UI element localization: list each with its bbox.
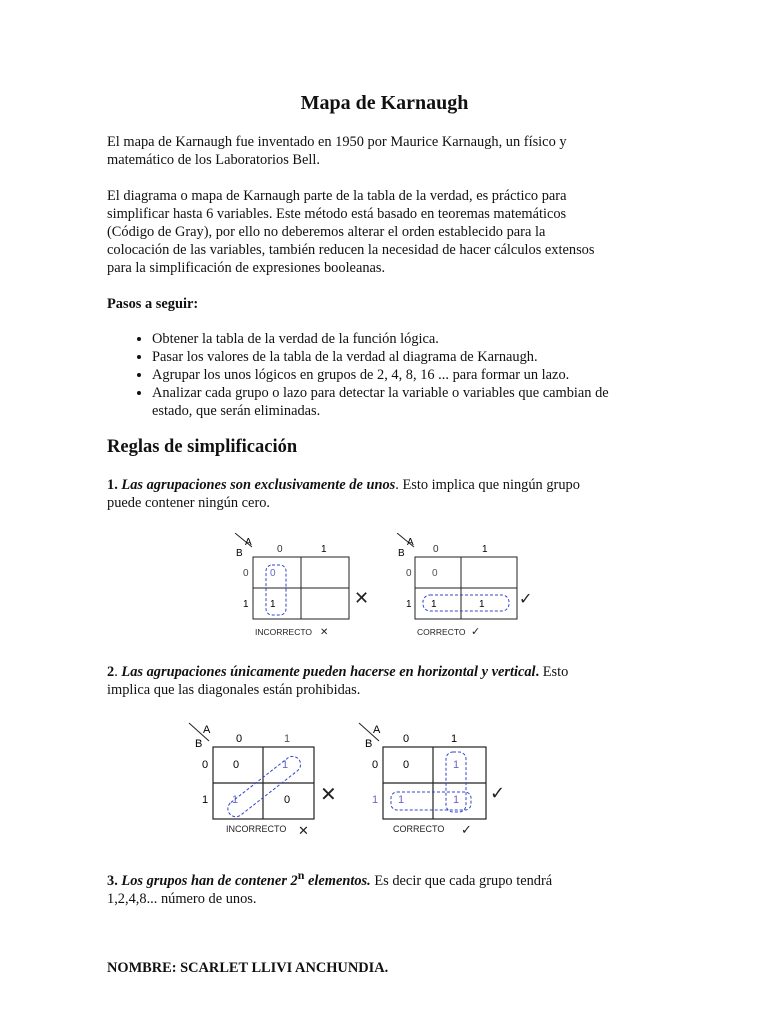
variable-a-label: A xyxy=(373,724,381,736)
rule-title-end: . xyxy=(535,664,540,680)
row-1-label: 1 xyxy=(406,599,412,610)
check-mark-icon: ✓ xyxy=(519,591,533,608)
column-1-label: 1 xyxy=(482,544,488,555)
list-item: • Analizar cada grupo o lazo para detectar la variable o variables que cambian de estado, que serán eliminadas. xyxy=(152,384,652,420)
cell-value: 1 xyxy=(398,794,405,806)
cell-value: 1 xyxy=(282,759,289,771)
group-loop xyxy=(266,565,286,615)
variable-a-label: A xyxy=(203,724,211,736)
steps-list xyxy=(107,330,652,420)
x-mark-icon: ✕ xyxy=(298,823,309,838)
karnaugh-map-correct xyxy=(359,723,505,837)
variable-a-label: A xyxy=(407,537,414,548)
column-1-label: 1 xyxy=(284,733,291,745)
rule-1 xyxy=(107,476,597,512)
figure-caption: CORRECTO xyxy=(393,824,445,834)
rule-title: Las agrupaciones son exclusivamente de unos xyxy=(121,477,396,493)
steps-heading: Pasos a seguir: xyxy=(107,296,199,312)
rule-title: Las agrupaciones únicamente pueden hacerse en horizontal y vertical xyxy=(121,664,536,680)
page-title: Mapa de Karnaugh xyxy=(300,92,469,114)
rule-number: 2 xyxy=(107,664,115,680)
column-0-label: 0 xyxy=(277,544,283,555)
row-0-label: 0 xyxy=(406,568,412,579)
list-item: • Obtener la tabla de la verdad de la función lógica. xyxy=(152,330,652,348)
rules-heading: Reglas de simplificación xyxy=(107,437,298,457)
cell-value: 1 xyxy=(431,599,437,610)
x-mark-icon: ✕ xyxy=(320,784,337,806)
cell-value: 0 xyxy=(432,568,438,579)
row-1-label: 1 xyxy=(202,794,209,806)
karnaugh-map-correct xyxy=(397,533,532,638)
variable-b-label: B xyxy=(398,548,405,559)
x-mark-icon: ✕ xyxy=(354,588,370,608)
x-mark-icon: ✕ xyxy=(320,627,329,638)
description-paragraph: El diagrama o mapa de Karnaugh parte de la tabla de la verdad, es práctico para simplificar hasta 6 variables. Este método está basado en teoremas matemáticos (Código de Gray), por ello no deberemos alterar el orden establecido para la colocación de las variables, también reducen la necesidad de hacer cálculos extensos para la simplificación de expresiones booleanas. xyxy=(107,188,595,276)
variable-b-label: B xyxy=(195,738,203,750)
rule-text: . Esto implica que ningún grupo puede contener ningún cero. xyxy=(107,477,580,511)
variable-a-label: A xyxy=(245,537,252,548)
rule-superscript: n xyxy=(297,868,305,882)
rule-3 xyxy=(107,866,597,908)
row-1-label: 1 xyxy=(243,599,249,610)
row-0-label: 0 xyxy=(202,759,209,771)
column-1-label: 1 xyxy=(321,544,327,555)
rule-title: Los grupos han de contener 2 xyxy=(121,872,298,889)
rule-title-end: elementos. xyxy=(304,872,371,889)
cell-value: 1 xyxy=(479,599,485,610)
row-0-label: 0 xyxy=(243,568,249,579)
cell-value: 1 xyxy=(453,794,460,806)
rule-number: 3. xyxy=(107,872,118,889)
rule-2 xyxy=(107,663,597,699)
rule2-karnaugh-figure xyxy=(183,721,523,839)
column-0-label: 0 xyxy=(433,544,439,555)
check-mark-icon: ✓ xyxy=(471,626,481,638)
rule-number: 1. xyxy=(107,477,118,493)
figure-caption: INCORRECTO xyxy=(255,627,312,637)
rule1-karnaugh-figure xyxy=(225,533,545,641)
cell-value: 1 xyxy=(453,759,460,771)
cell-value: 0 xyxy=(233,759,240,771)
row-0-label: 0 xyxy=(372,759,379,771)
check-mark-icon: ✓ xyxy=(461,822,472,837)
row-1-label: 1 xyxy=(372,794,379,806)
student-name: NOMBRE: SCARLET LLIVI ANCHUNDIA. xyxy=(107,960,389,976)
variable-b-label: B xyxy=(236,548,243,559)
karnaugh-map-incorrect xyxy=(235,533,369,638)
cell-value: 1 xyxy=(270,599,276,610)
variable-b-label: B xyxy=(365,738,373,750)
column-0-label: 0 xyxy=(236,733,243,745)
column-0-label: 0 xyxy=(403,733,410,745)
cell-value: 0 xyxy=(284,794,291,806)
cell-value: 0 xyxy=(270,568,276,579)
figure-caption: INCORRECTO xyxy=(226,824,287,834)
rule-text: Esto implica que las diagonales están prohibidas. xyxy=(107,664,569,698)
figure-caption: CORRECTO xyxy=(417,627,466,637)
cell-value: 0 xyxy=(403,759,410,771)
check-mark-icon: ✓ xyxy=(490,783,506,803)
column-1-label: 1 xyxy=(451,733,458,745)
list-item: • Agrupar los unos lógicos en grupos de 2, 4, 8, 16 ... para formar un lazo. xyxy=(152,366,652,384)
rule-separator: . xyxy=(114,664,122,680)
intro-paragraph: El mapa de Karnaugh fue inventado en 1950 por Maurice Karnaugh, un físico y matemático de los Laboratorios Bell. xyxy=(107,134,567,168)
karnaugh-map-incorrect xyxy=(189,723,337,838)
rule-text: Es decir que cada grupo tendrá 1,2,4,8... número de unos. xyxy=(107,872,553,907)
cell-value: 1 xyxy=(232,794,239,806)
list-item: • Pasar los valores de la tabla de la verdad al diagrama de Karnaugh. xyxy=(152,348,652,366)
